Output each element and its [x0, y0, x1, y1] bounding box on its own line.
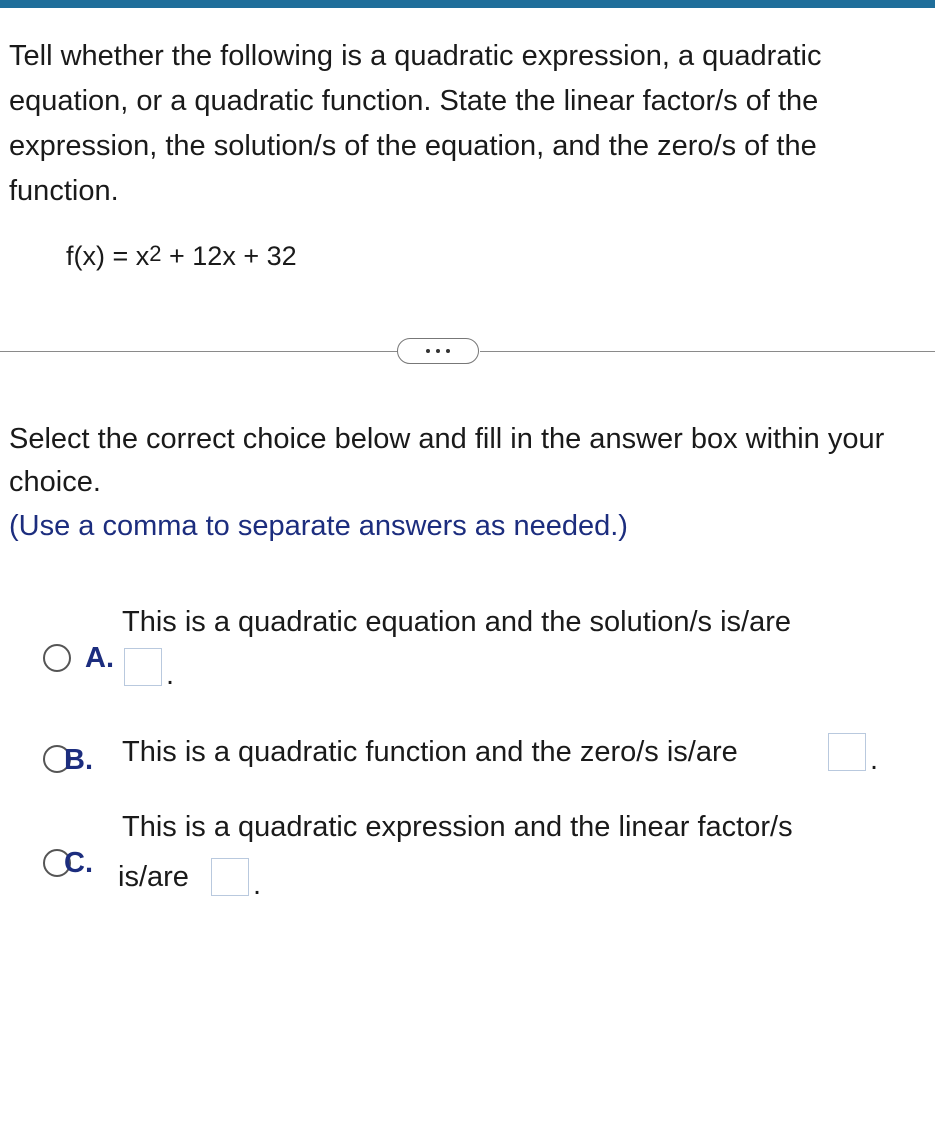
hint-text: (Use a comma to separate answers as needed.) [9, 510, 628, 542]
question-text: Tell whether the following is a quadratic expression, a quadratic equation, or a quadratic function. State the linear factor/s of the expression, the solution/s of the equation, and the zero/s of the function. [9, 40, 822, 207]
option-b-period: . [870, 744, 879, 776]
option-a-text: This is a quadratic equation and the solution/s is/are [122, 606, 792, 638]
divider-left [0, 351, 398, 352]
formula-lhs: f(x) = x [66, 241, 150, 271]
instruction-text: Select the correct choice below and fill in the answer box within your choice. [9, 423, 885, 498]
top-accent-bar [0, 0, 935, 8]
option-b-letter: B. [64, 744, 93, 776]
formula-rhs: + 12x + 32 [161, 241, 297, 271]
option-b-answer-box[interactable] [828, 733, 866, 771]
function-formula [66, 236, 297, 278]
expand-more-button[interactable] [397, 338, 479, 364]
divider-right [480, 351, 935, 352]
option-a-answer-box[interactable] [124, 648, 162, 686]
ellipsis-dot-icon [436, 349, 440, 353]
option-a-period: . [166, 659, 175, 691]
option-c-period: . [253, 869, 262, 901]
option-c-letter: C. [64, 847, 93, 879]
option-a-letter: A. [85, 642, 114, 674]
option-a-radio[interactable] [43, 644, 71, 672]
option-c-answer-box[interactable] [211, 858, 249, 896]
option-b-text: This is a quadratic function and the zero/s is/are [122, 736, 738, 768]
option-c-text-line1: This is a quadratic expression and the linear factor/s [122, 811, 793, 843]
option-c-text-line2: is/are [118, 861, 189, 893]
ellipsis-dot-icon [426, 349, 430, 353]
ellipsis-dot-icon [446, 349, 450, 353]
formula-exponent: 2 [149, 241, 162, 266]
